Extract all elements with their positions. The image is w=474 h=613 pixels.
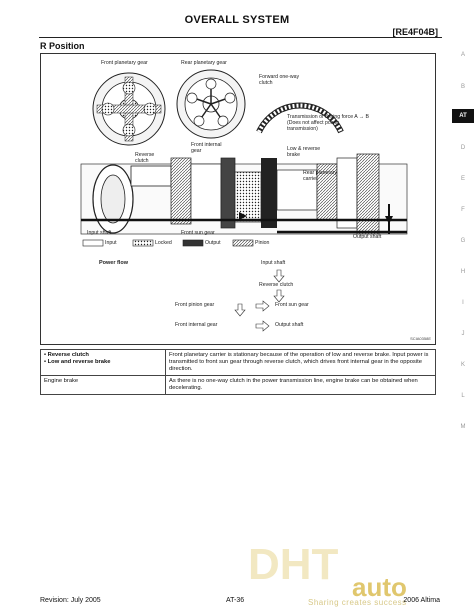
legend-locked: Locked [155, 240, 172, 246]
power-flow-step: Output shaft [275, 322, 304, 328]
page-title: OVERALL SYSTEM [184, 14, 290, 26]
list-item: • Reverse clutch [44, 352, 162, 359]
side-tab-d[interactable]: D [460, 145, 466, 151]
rear-planetary-gear-drawing [177, 70, 245, 138]
front-sun-gear-label: Front sun gear [181, 230, 215, 236]
section-code: [RE4F04B] [392, 27, 438, 37]
side-tab-g[interactable]: G [460, 238, 466, 244]
operation-table [40, 349, 436, 395]
table-cell-description: Front planetary carrier is stationary because of the operation of low and reverse brake. Input power is transmitted to front sun gear through reverse clutch, which drives front internal gear in the opposite direction. [166, 350, 436, 376]
watermark-tagline: Sharing creates success [308, 598, 407, 607]
footer-revision: Revision: July 2005 [40, 597, 101, 604]
power-flow-step: Front internal gear [175, 322, 218, 328]
table-cell-elements: Engine brake [41, 376, 166, 395]
side-tab-b[interactable]: B [460, 84, 465, 90]
watermark-brand: DHT [248, 540, 339, 589]
table-row [41, 350, 436, 376]
side-tab-a[interactable]: A [460, 52, 465, 58]
figure-code: SCIA0358E [410, 336, 431, 341]
side-tab-k[interactable]: K [460, 362, 465, 368]
side-tab-f[interactable]: F [461, 207, 465, 213]
section-heading: R Position [40, 41, 85, 51]
transmission-illustration [41, 54, 435, 344]
rear-planetary-carrier-label: Rear planetary carrier [303, 170, 338, 182]
header-rule [39, 37, 442, 38]
watermark-word: auto [352, 572, 407, 602]
legend-output: Output [205, 240, 221, 246]
side-tab-at[interactable]: AT [452, 109, 474, 123]
table-cell-elements [41, 350, 166, 376]
footer-model: 2006 Altima [403, 597, 440, 604]
rear-planetary-gear-label: Rear planetary gear [181, 60, 227, 66]
side-tab-j[interactable]: J [461, 331, 465, 337]
reverse-clutch-label: Reverse clutch [135, 152, 155, 164]
side-tab-h[interactable]: H [460, 269, 466, 275]
footer-page-number: AT-36 [226, 597, 245, 604]
side-tab-e[interactable]: E [460, 176, 465, 182]
front-planetary-gear-label: Front planetary gear [101, 60, 148, 66]
legend-pinion: Pinion [255, 240, 270, 246]
power-flow-step: Reverse clutch [259, 282, 294, 288]
side-tab-m[interactable]: M [460, 424, 466, 430]
power-flow-title: Power flow [99, 260, 129, 266]
power-flow-step: Front sun gear [275, 302, 309, 308]
list-item: • Low and reverse brake [44, 359, 162, 366]
transmission-note-label: Transmission of driving force A → B (Does not affect power transmission) [287, 114, 369, 132]
output-shaft-label: Output shaft [353, 234, 382, 240]
power-flow-step: Front pinion gear [175, 302, 215, 308]
front-planetary-gear-drawing [93, 73, 165, 145]
input-shaft-label: Input shaft [87, 230, 112, 236]
transmission-cross-section [81, 154, 407, 234]
power-flow-step: Input shaft [261, 260, 286, 266]
side-tab-i[interactable]: I [462, 300, 464, 306]
r-position-diagram [40, 53, 436, 345]
table-cell-description: As there is no one-way clutch in the power transmission line, engine brake can be obtained when decelerating. [166, 376, 436, 395]
side-tab-l[interactable]: L [461, 393, 465, 399]
legend-input: Input [105, 240, 117, 246]
table-row [41, 376, 436, 395]
low-reverse-brake-label: Low & reverse brake [287, 146, 321, 158]
front-internal-gear-label: Front internal gear [191, 142, 222, 154]
forward-one-way-clutch-label: Forward one-way clutch [259, 74, 300, 86]
